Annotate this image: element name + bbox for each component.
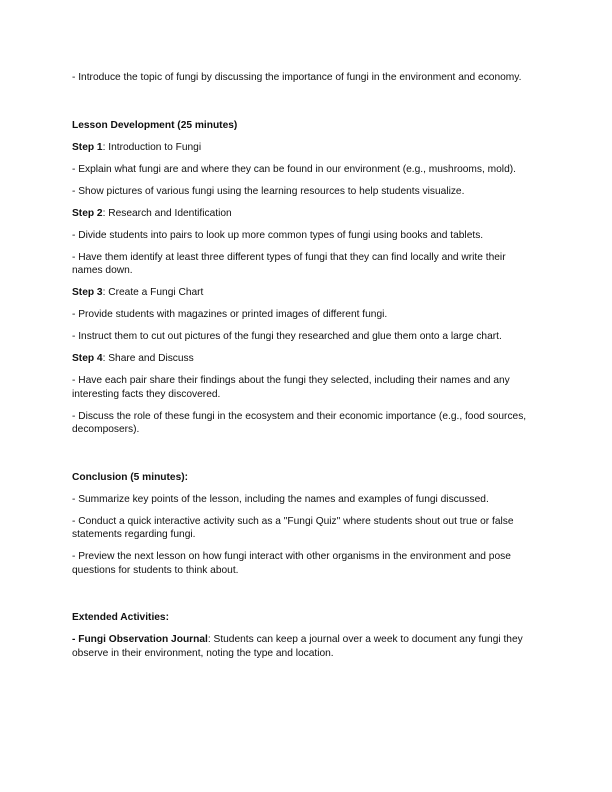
step-2-title: : Research and Identification	[102, 207, 232, 219]
step-1-title: : Introduction to Fungi	[102, 141, 202, 153]
conclusion-point: - Summarize key points of the lesson, including the names and examples of fungi discussed.	[72, 493, 489, 505]
step-4-point: - Have each pair share their findings about the fungi they selected, including their names and any interesting facts they discovered.	[72, 375, 510, 400]
conclusion-point: - Conduct a quick interactive activity such as a "Fungi Quiz" where students shout out true or false statements regarding fungi.	[72, 515, 514, 540]
document-page	[72, 71, 532, 669]
step-2-heading	[72, 207, 532, 221]
intro-paragraph: - Introduce the topic of fungi by discussing the importance of fungi in the environment and economy.	[72, 72, 522, 83]
step-3-point: - Instruct them to cut out pictures of the fungi they researched and glue them onto a large chart.	[72, 331, 502, 342]
conclusion-heading: Conclusion (5 minutes):	[72, 471, 189, 483]
step-3-heading	[72, 286, 532, 300]
step-1-point: - Explain what fungi are and where they can be found in our environment (e.g., mushrooms, mold).	[72, 163, 516, 175]
step-3-title: : Create a Fungi Chart	[102, 287, 204, 298]
conclusion-point: - Preview the next lesson on how fungi interact with other organisms in the environment and pose questions for students to think about.	[72, 551, 511, 576]
extended-activity-item	[72, 633, 532, 660]
step-1-point: - Show pictures of various fungi using the learning resources to help students visualize.	[72, 185, 465, 197]
extended-activity-label: - Fungi Observation Journal	[72, 634, 208, 645]
extended-activity-text: : Students can keep a journal over a week to document any fungi they observe in their environment, noting the type and location.	[72, 634, 523, 659]
step-2-point: - Have them identify at least three different types of fungi that they can find locally and write their names down.	[72, 251, 506, 276]
step-4-label: Step 4	[72, 353, 103, 364]
step-2-label: Step 2	[72, 207, 103, 219]
step-1-label: Step 1	[72, 141, 103, 153]
step-4-point: - Discuss the role of these fungi in the ecosystem and their economic importance (e.g., food sources, decomposers).	[72, 410, 527, 435]
lesson-development-heading: Lesson Development (25 minutes)	[72, 119, 238, 131]
step-3-label: Step 3	[72, 287, 103, 298]
step-1-heading	[72, 141, 532, 155]
step-4-title: : Share and Discuss	[102, 353, 194, 364]
step-4-heading	[72, 352, 532, 366]
extended-activities-heading: Extended Activities:	[72, 612, 169, 623]
step-3-point: - Provide students with magazines or printed images of different fungi.	[72, 309, 388, 320]
step-2-point: - Divide students into pairs to look up more common types of fungi using books and tablets.	[72, 229, 484, 241]
